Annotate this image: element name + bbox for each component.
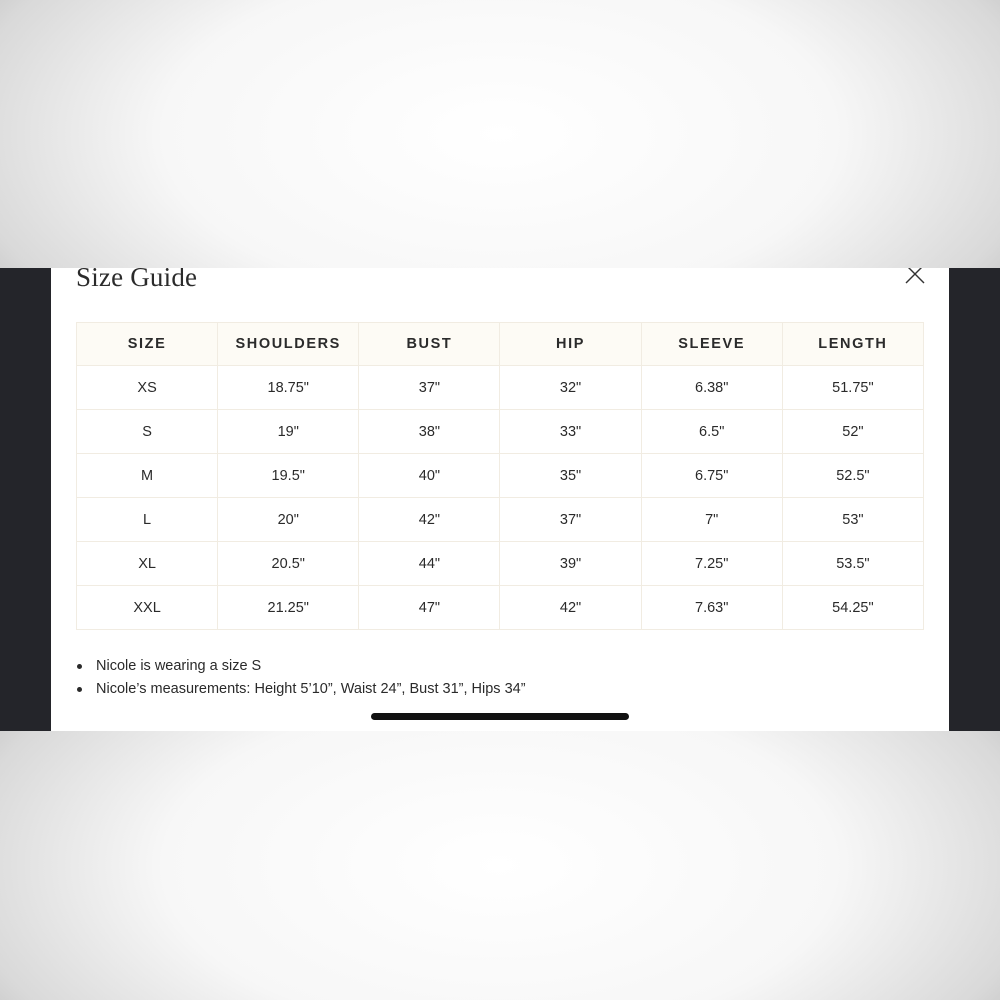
cell-shoulders: 20" bbox=[218, 498, 359, 542]
header-shoulders: SHOULDERS bbox=[218, 323, 359, 366]
cell-shoulders: 19.5" bbox=[218, 454, 359, 498]
background-bottom bbox=[0, 731, 1000, 1000]
cell-bust: 42" bbox=[359, 498, 500, 542]
table-row bbox=[77, 586, 924, 630]
header-hip: HIP bbox=[500, 323, 641, 366]
cell-size: XS bbox=[77, 366, 218, 410]
cell-hip: 37" bbox=[500, 498, 641, 542]
modal-title: Size Guide bbox=[76, 268, 198, 292]
cell-length: 51.75" bbox=[782, 366, 923, 410]
cell-hip: 42" bbox=[500, 586, 641, 630]
table-header-row bbox=[77, 323, 924, 366]
cell-bust: 37" bbox=[359, 366, 500, 410]
cell-sleeve: 7.25" bbox=[641, 542, 782, 586]
table-row bbox=[77, 498, 924, 542]
header-size: SIZE bbox=[77, 323, 218, 366]
table-row bbox=[77, 410, 924, 454]
background-top bbox=[0, 0, 1000, 268]
cell-shoulders: 19" bbox=[218, 410, 359, 454]
phone-screen bbox=[0, 268, 1000, 731]
cell-shoulders: 18.75" bbox=[218, 366, 359, 410]
size-table bbox=[76, 322, 924, 630]
cell-size: L bbox=[77, 498, 218, 542]
cell-bust: 40" bbox=[359, 454, 500, 498]
cell-shoulders: 21.25" bbox=[218, 586, 359, 630]
table-row bbox=[77, 542, 924, 586]
cell-length: 53" bbox=[782, 498, 923, 542]
cell-hip: 35" bbox=[500, 454, 641, 498]
cell-bust: 47" bbox=[359, 586, 500, 630]
note-item: Nicole is wearing a size S bbox=[76, 655, 526, 678]
header-bust: BUST bbox=[359, 323, 500, 366]
table-row bbox=[77, 454, 924, 498]
cell-size: S bbox=[77, 410, 218, 454]
model-notes bbox=[76, 655, 526, 700]
size-guide-modal bbox=[51, 268, 949, 731]
cell-sleeve: 6.38" bbox=[641, 366, 782, 410]
cell-hip: 39" bbox=[500, 542, 641, 586]
table-row bbox=[77, 366, 924, 410]
cell-hip: 33" bbox=[500, 410, 641, 454]
cell-length: 54.25" bbox=[782, 586, 923, 630]
cell-sleeve: 7" bbox=[641, 498, 782, 542]
cell-length: 52" bbox=[782, 410, 923, 454]
cell-size: M bbox=[77, 454, 218, 498]
cell-length: 52.5" bbox=[782, 454, 923, 498]
cell-sleeve: 7.63" bbox=[641, 586, 782, 630]
cell-bust: 38" bbox=[359, 410, 500, 454]
header-sleeve: SLEEVE bbox=[641, 323, 782, 366]
cell-size: XL bbox=[77, 542, 218, 586]
note-item: Nicole’s measurements: Height 5’10”, Waist 24”, Bust 31”, Hips 34” bbox=[76, 678, 526, 701]
header-length: LENGTH bbox=[782, 323, 923, 366]
cell-length: 53.5" bbox=[782, 542, 923, 586]
cell-hip: 32" bbox=[500, 366, 641, 410]
cell-size: XXL bbox=[77, 586, 218, 630]
cell-bust: 44" bbox=[359, 542, 500, 586]
cell-sleeve: 6.75" bbox=[641, 454, 782, 498]
close-icon[interactable] bbox=[903, 268, 927, 286]
cell-sleeve: 6.5" bbox=[641, 410, 782, 454]
home-indicator[interactable] bbox=[371, 713, 629, 720]
cell-shoulders: 20.5" bbox=[218, 542, 359, 586]
